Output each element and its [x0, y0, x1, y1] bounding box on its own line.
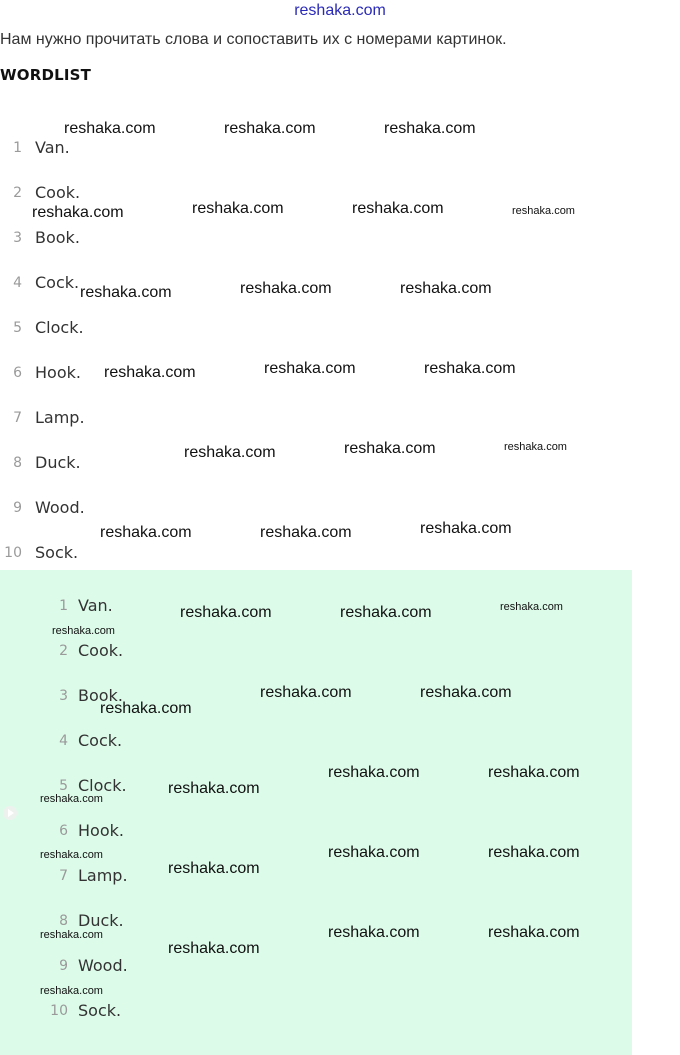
- watermark-text: reshaka.com: [224, 120, 316, 137]
- watermark-text: reshaka.com: [384, 120, 476, 137]
- item-word: Book.: [35, 228, 80, 247]
- watermark-text: reshaka.com: [260, 684, 352, 701]
- watermark-text: reshaka.com: [512, 205, 575, 217]
- watermark-text: reshaka.com: [344, 440, 436, 457]
- item-number: 9: [13, 500, 22, 516]
- watermark-text: reshaka.com: [32, 204, 124, 221]
- watermark-text: reshaka.com: [400, 280, 492, 297]
- item-number: 6: [59, 823, 68, 839]
- watermark-text: reshaka.com: [168, 780, 260, 797]
- item-number: 2: [59, 643, 68, 659]
- watermark-text: reshaka.com: [40, 985, 103, 997]
- item-number: 9: [59, 958, 68, 974]
- item-number: 1: [13, 140, 22, 156]
- watermark-text: reshaka.com: [500, 601, 563, 613]
- item-word: Duck.: [78, 911, 124, 930]
- play-icon[interactable]: [3, 806, 17, 820]
- item-number: 1: [59, 598, 68, 614]
- site-link[interactable]: reshaka.com: [294, 2, 386, 19]
- watermark-text: reshaka.com: [168, 940, 260, 957]
- item-word: Van.: [35, 138, 70, 157]
- item-word: Hook.: [35, 363, 81, 382]
- watermark-text: reshaka.com: [260, 524, 352, 541]
- watermark-text: reshaka.com: [80, 284, 172, 301]
- answer-panel: [0, 570, 632, 1055]
- watermark-text: reshaka.com: [420, 520, 512, 537]
- item-word: Wood.: [35, 498, 85, 517]
- item-word: Clock.: [35, 318, 84, 337]
- watermark-text: reshaka.com: [352, 200, 444, 217]
- wordlist-title: WORDLIST: [0, 66, 92, 84]
- item-word: Sock.: [35, 543, 79, 562]
- watermark-text: reshaka.com: [420, 684, 512, 701]
- watermark-text: reshaka.com: [240, 280, 332, 297]
- item-word: Cock.: [35, 273, 80, 292]
- item-word: Book.: [78, 686, 123, 705]
- item-number: 2: [13, 185, 22, 201]
- item-word: Hook.: [78, 821, 124, 840]
- watermark-text: reshaka.com: [192, 200, 284, 217]
- item-word: Duck.: [35, 453, 81, 472]
- watermark-text: reshaka.com: [40, 849, 103, 861]
- item-word: Cock.: [78, 731, 123, 750]
- watermark-text: reshaka.com: [168, 860, 260, 877]
- item-word: Van.: [78, 596, 113, 615]
- watermark-text: reshaka.com: [104, 364, 196, 381]
- watermark-text: reshaka.com: [488, 924, 580, 941]
- watermark-text: reshaka.com: [52, 625, 115, 637]
- item-number: 4: [59, 733, 68, 749]
- item-word: Clock.: [78, 776, 127, 795]
- watermark-text: reshaka.com: [64, 120, 156, 137]
- item-number: 10: [50, 1003, 68, 1019]
- task-instruction: Нам нужно прочитать слова и сопоставить их с номерами картинок.: [0, 31, 507, 48]
- item-number: 8: [59, 913, 68, 929]
- item-word: Wood.: [78, 956, 128, 975]
- watermark-text: reshaka.com: [184, 444, 276, 461]
- watermark-text: reshaka.com: [40, 793, 103, 805]
- watermark-text: reshaka.com: [100, 700, 192, 717]
- watermark-text: reshaka.com: [328, 764, 420, 781]
- item-word: Lamp.: [78, 866, 128, 885]
- watermark-text: reshaka.com: [424, 360, 516, 377]
- item-number: 8: [13, 455, 22, 471]
- watermark-text: reshaka.com: [504, 441, 567, 453]
- item-number: 5: [59, 778, 68, 794]
- item-word: Cook.: [35, 183, 81, 202]
- item-word: Lamp.: [35, 408, 85, 427]
- watermark-text: reshaka.com: [340, 604, 432, 621]
- watermark-text: reshaka.com: [100, 524, 192, 541]
- item-number: 5: [13, 320, 22, 336]
- item-number: 3: [59, 688, 68, 704]
- watermark-text: reshaka.com: [328, 924, 420, 941]
- watermark-text: reshaka.com: [40, 929, 103, 941]
- watermark-text: reshaka.com: [180, 604, 272, 621]
- item-number: 4: [13, 275, 22, 291]
- item-word: Cook.: [78, 641, 124, 660]
- item-number: 3: [13, 230, 22, 246]
- watermark-text: reshaka.com: [488, 844, 580, 861]
- item-number: 6: [13, 365, 22, 381]
- item-number: 10: [4, 545, 22, 561]
- watermark-text: reshaka.com: [264, 360, 356, 377]
- item-word: Sock.: [78, 1001, 122, 1020]
- item-number: 7: [13, 410, 22, 426]
- watermark-text: reshaka.com: [488, 764, 580, 781]
- item-number: 7: [59, 868, 68, 884]
- watermark-text: reshaka.com: [328, 844, 420, 861]
